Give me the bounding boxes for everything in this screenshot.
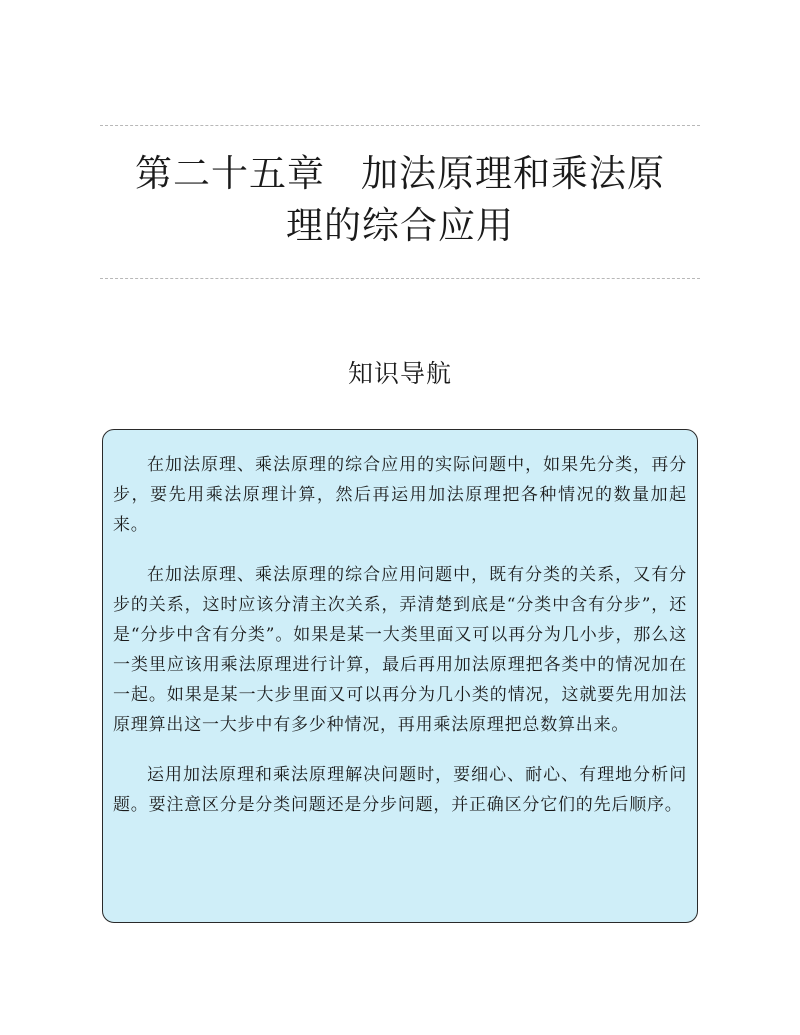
knowledge-paragraph-3: 运用加法原理和乘法原理解决问题时，要细心、耐心、有理地分析问题。要注意区分是分类问题还是分步问题，并正确区分它们的先后顺序。 bbox=[113, 765, 687, 815]
knowledge-paragraph-1: 在加法原理、乘法原理的综合应用的实际问题中，如果先分类，再分步，要先用乘法原理计算，然后再运用加法原理把各种情况的数量加起来。 bbox=[113, 455, 687, 535]
chapter-title bbox=[100, 148, 700, 252]
chapter-title-text-1: 加法原理和乘法原 bbox=[361, 152, 665, 195]
section-heading: 知识导航 bbox=[347, 359, 452, 388]
bottom-dashed-divider bbox=[100, 278, 700, 279]
chapter-number: 第二十五章 bbox=[135, 152, 325, 195]
top-dashed-divider bbox=[100, 125, 700, 126]
chapter-title-line-2: 理的综合应用 bbox=[286, 204, 514, 247]
knowledge-paragraph-2: 在加法原理、乘法原理的综合应用问题中，既有分类的关系，又有分步的关系，这时应该分清主次关系，弄清楚到底是“分类中含有分步”，还是“分步中含有分类”。如果是某一大类里面又可以再分为几小步，那么这一类里应该用乘法原理进行计算，最后再用加法原理把各类中的情况加在一起。如果是某一大步里面又可以再分为几小类的情况，这就要先用加法原理算出这一大步中有多少种情况，再用乘法原理把总数算出来。 bbox=[113, 565, 687, 735]
knowledge-box bbox=[102, 429, 698, 923]
chapter-title-line-1 bbox=[100, 148, 700, 200]
